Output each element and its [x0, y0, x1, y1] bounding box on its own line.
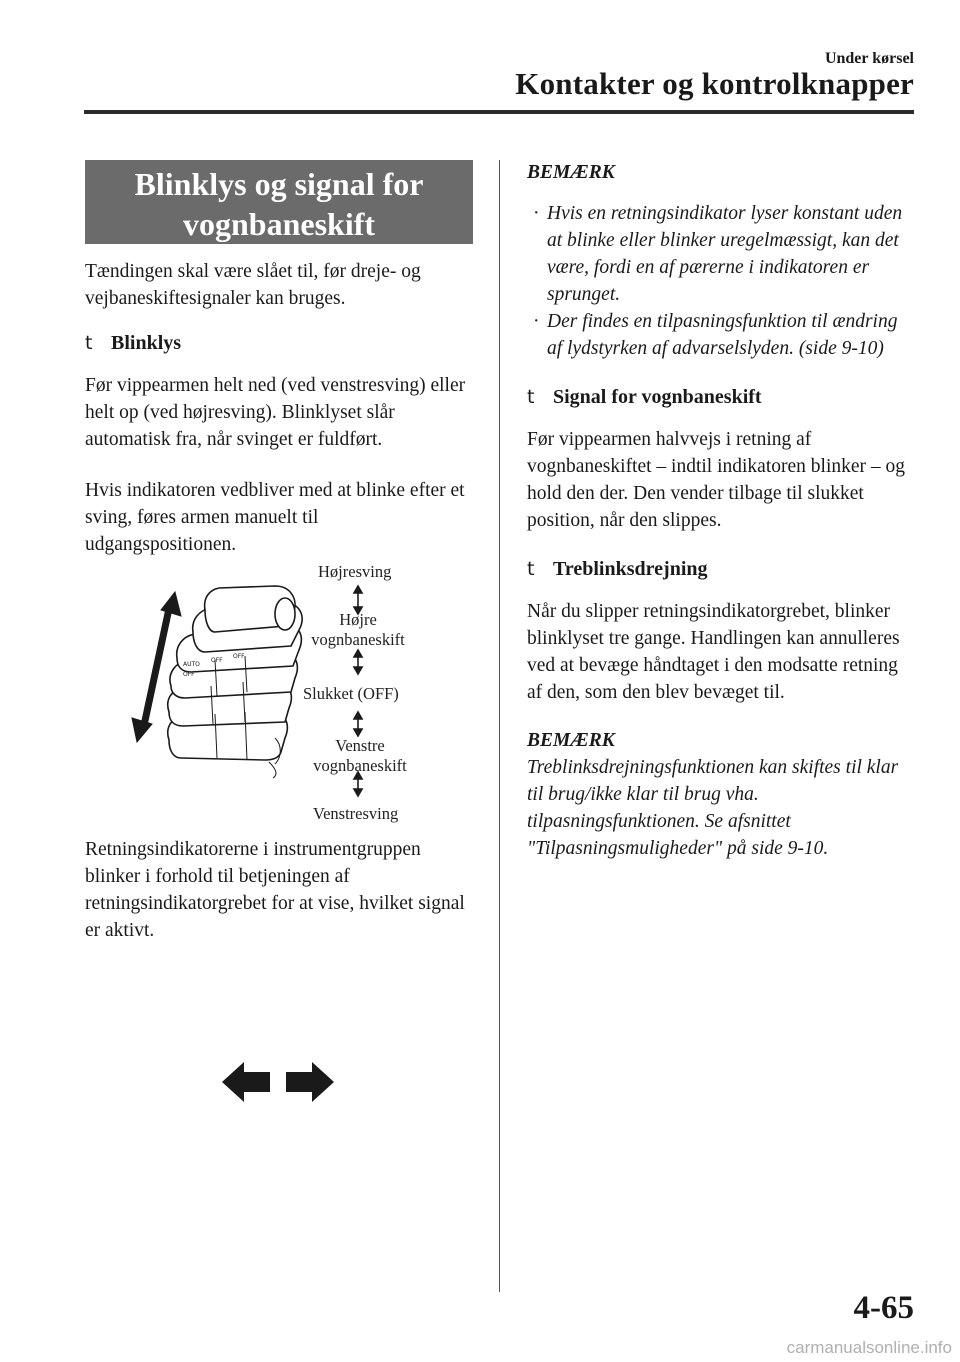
closing-paragraph: Retningsindikatorerne i instrumentgruppen blinker i forhold til betjeningen af retningsindikatorgrebet for at vise, hvilket signal er aktivt.: [85, 839, 465, 941]
label-off: Slukket (OFF): [303, 684, 399, 703]
column-divider: [499, 160, 500, 1292]
bullet-icon: ·: [533, 203, 540, 224]
section-title-line1: Blinklys og signal for: [134, 166, 424, 202]
page-number: 4-65: [853, 1290, 914, 1326]
svg-text:AUTO: AUTO: [183, 661, 200, 668]
label-left-turn: Venstresving: [313, 804, 399, 823]
label-left-lane-line2: vognbaneskift: [313, 756, 407, 775]
left-column: [85, 160, 473, 944]
note-label-2: BEMÆRK: [527, 730, 615, 751]
svg-text:OFF: OFF: [211, 657, 223, 664]
heading-marker-icon: t: [85, 332, 93, 354]
section-title-line2: vognbaneskift: [182, 206, 376, 242]
turn-signal-lever-figure: [85, 562, 473, 824]
label-right-lane-line2: vognbaneskift: [311, 630, 405, 649]
lane-change-heading: [527, 384, 917, 410]
blinklys-heading: [85, 330, 473, 356]
lane-change-heading-text: Signal for vognbaneskift: [553, 386, 762, 408]
blinklys-heading-text: Blinklys: [111, 332, 182, 354]
note-item-1: [527, 200, 917, 308]
lane-change-paragraph: Før vippearmen halvvejs i retning af vognbaneskiftet – indtil indikatoren blinker – og hold den der. Den vender tilbage til slukket position, når den slippes.: [527, 429, 906, 531]
left-arrow-icon: [222, 1062, 270, 1102]
note-item-2: [527, 308, 917, 362]
note-label-1: BEMÆRK: [527, 162, 615, 183]
bullet-icon: ·: [533, 311, 540, 332]
right-column: [527, 160, 917, 862]
triple-blink-heading-text: Treblinksdrejning: [553, 558, 708, 580]
blinklys-paragraph-1: Før vippearmen helt ned (ved venstresving) eller helt op (ved højresving). Blinklyset slår automatisk fra, når svinget er fuldført.: [85, 375, 466, 450]
svg-text:OFF: OFF: [233, 653, 245, 660]
label-right-lane-line1: Højre: [339, 610, 377, 629]
triple-blink-heading: [527, 556, 917, 582]
page-title: Kontakter og kontrolknapper: [515, 66, 914, 101]
note-item-2-text: Der findes en tilpasningsfunktion til ændring af lydstyrken af advarselslyden. (side 9-10): [547, 311, 898, 359]
turn-signal-lever-illustration: [85, 562, 473, 824]
label-left-lane-line1: Venstre: [335, 736, 385, 755]
label-right-lane-change: [303, 610, 413, 650]
turn-indicator-arrows-icon: [222, 1062, 334, 1102]
section-label: Under kørsel: [824, 50, 914, 67]
blinklys-paragraph-2: Hvis indikatoren vedbliver med at blinke efter et sving, føres armen manuelt til udgangspositionen.: [85, 480, 465, 555]
heading-marker-icon: t: [527, 558, 535, 580]
section-title-box: [85, 160, 473, 244]
svg-text:OFF: OFF: [183, 671, 195, 678]
triple-blink-paragraph: Når du slipper retningsindikatorgrebet, blinker blinklyset tre gange. Handlingen kan annulleres ved at bevæge håndtaget i den modsatte retning af den, som den blev bevæget til.: [527, 601, 900, 703]
watermark: carmanualsonline.info: [786, 1338, 952, 1357]
heading-marker-icon: t: [527, 386, 535, 408]
label-left-lane-change: [307, 736, 413, 776]
header-divider: [84, 110, 914, 114]
label-right-turn: Højresving: [318, 562, 392, 581]
note-2-text: Treblinksdrejningsfunktionen kan skiftes til klar til brug/ikke klar til brug vha. tilpasningsfunktionen. Se afsnittet "Tilpasningsmuligheder" på side 9-10.: [527, 757, 899, 859]
intro-paragraph: Tændingen skal være slået til, før dreje- og vejbaneskiftesignaler kan bruges.: [85, 261, 421, 309]
right-arrow-icon: [286, 1062, 334, 1102]
note-item-1-text: Hvis en retningsindikator lyser konstant uden at blinke eller blinker uregelmæssigt, kan det være, fordi en af pærerne i indikatoren er sprunget.: [547, 203, 903, 305]
